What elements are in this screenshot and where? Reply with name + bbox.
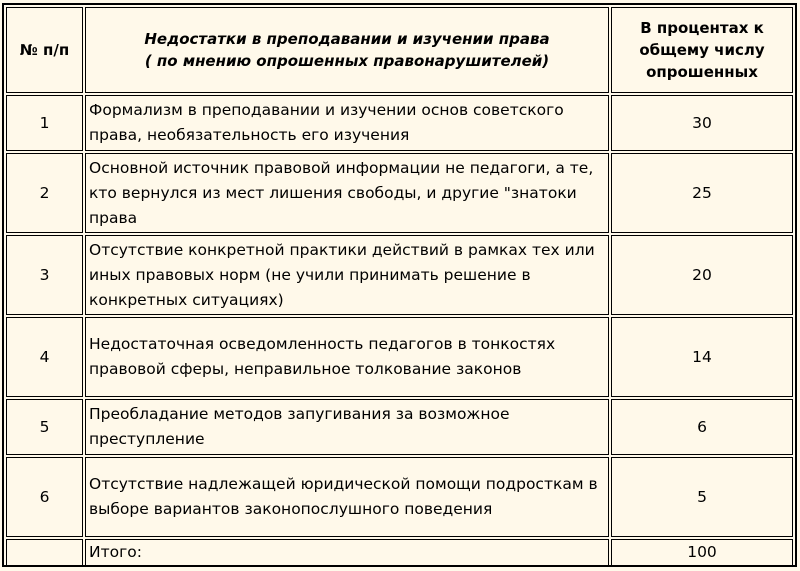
table-row [6,399,793,455]
header-description-line1: Недостатки в преподавании и изучении права [144,30,550,48]
row-description: Недостаточная осведомленность педагогов в тонкостях правовой сферы, неправильное толкование законов [85,317,609,397]
row-percent: 5 [611,457,793,537]
row-description: Формализм в преподавании и изучении основ советского права, необязательность его изучения [85,95,609,151]
total-row [6,539,793,566]
total-label: Итого: [85,539,609,566]
row-num: 2 [6,153,83,233]
total-num-empty [6,539,83,566]
row-percent: 25 [611,153,793,233]
table-row [6,153,793,233]
row-description: Отсутствие конкретной практики действий в рамках тех или иных правовых норм (не учили принимать решение в конкретных ситуациях) [85,235,609,315]
header-percent: В процентах к общему числу опрошенных [611,7,793,93]
row-percent: 20 [611,235,793,315]
table-row [6,457,793,537]
table-row [6,95,793,151]
row-description: Преобладание методов запугивания за возможное преступление [85,399,609,455]
row-num: 6 [6,457,83,537]
table-row [6,235,793,315]
row-percent: 30 [611,95,793,151]
row-num: 5 [6,399,83,455]
header-description [85,7,609,93]
table-row [6,317,793,397]
row-num: 3 [6,235,83,315]
row-num: 1 [6,95,83,151]
survey-table [4,5,795,568]
row-description: Основной источник правовой информации не педагоги, а те, кто вернулся из мест лишения свободы, и другие "знатоки права [85,153,609,233]
row-num: 4 [6,317,83,397]
header-row [6,7,793,93]
header-num: № п/п [6,7,83,93]
row-description: Отсутствие надлежащей юридической помощи подросткам в выборе вариантов законопослушного поведения [85,457,609,537]
row-percent: 14 [611,317,793,397]
header-description-line2: ( по мнению опрошенных правонарушителей) [144,52,550,70]
survey-table-container [2,3,797,567]
total-value: 100 [611,539,793,566]
row-percent: 6 [611,399,793,455]
